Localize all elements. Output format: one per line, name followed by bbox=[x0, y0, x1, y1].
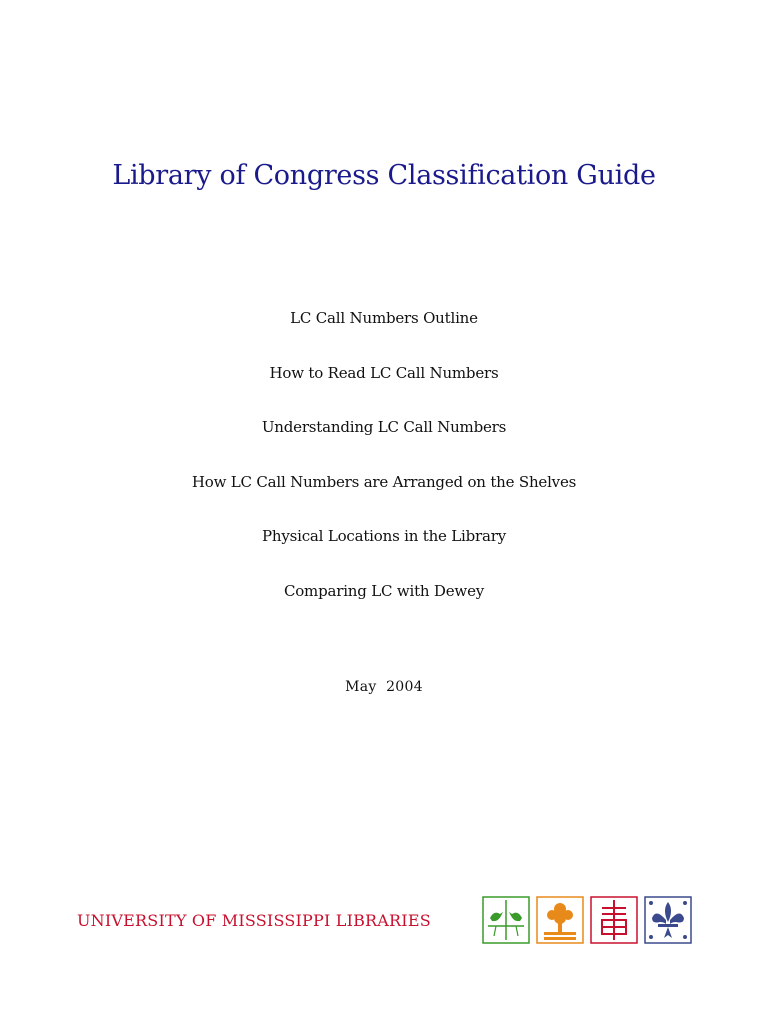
contents-list bbox=[0, 307, 768, 635]
contents-item: Understanding LC Call Numbers bbox=[261, 418, 507, 437]
tree-icon bbox=[536, 896, 584, 944]
fleur-de-lis-icon bbox=[644, 896, 692, 944]
contents-item: How LC Call Numbers are Arranged on the Shelves bbox=[191, 472, 577, 491]
contents-item: Comparing LC with Dewey bbox=[283, 581, 485, 600]
contents-item: Physical Locations in the Library bbox=[261, 527, 507, 546]
publication-date: May 2004 bbox=[345, 679, 423, 695]
contents-item: LC Call Numbers Outline bbox=[290, 309, 478, 327]
library-logo bbox=[77, 896, 697, 946]
mark-icon bbox=[590, 896, 638, 944]
contents-item: How to Read LC Call Numbers bbox=[269, 363, 499, 382]
birds-icon bbox=[482, 896, 530, 944]
library-name: UNIVERSITY OF MISSISSIPPI LIBRARIES bbox=[77, 911, 431, 930]
logo-icons bbox=[482, 896, 693, 946]
page-title: Library of Congress Classification Guide bbox=[112, 160, 656, 191]
